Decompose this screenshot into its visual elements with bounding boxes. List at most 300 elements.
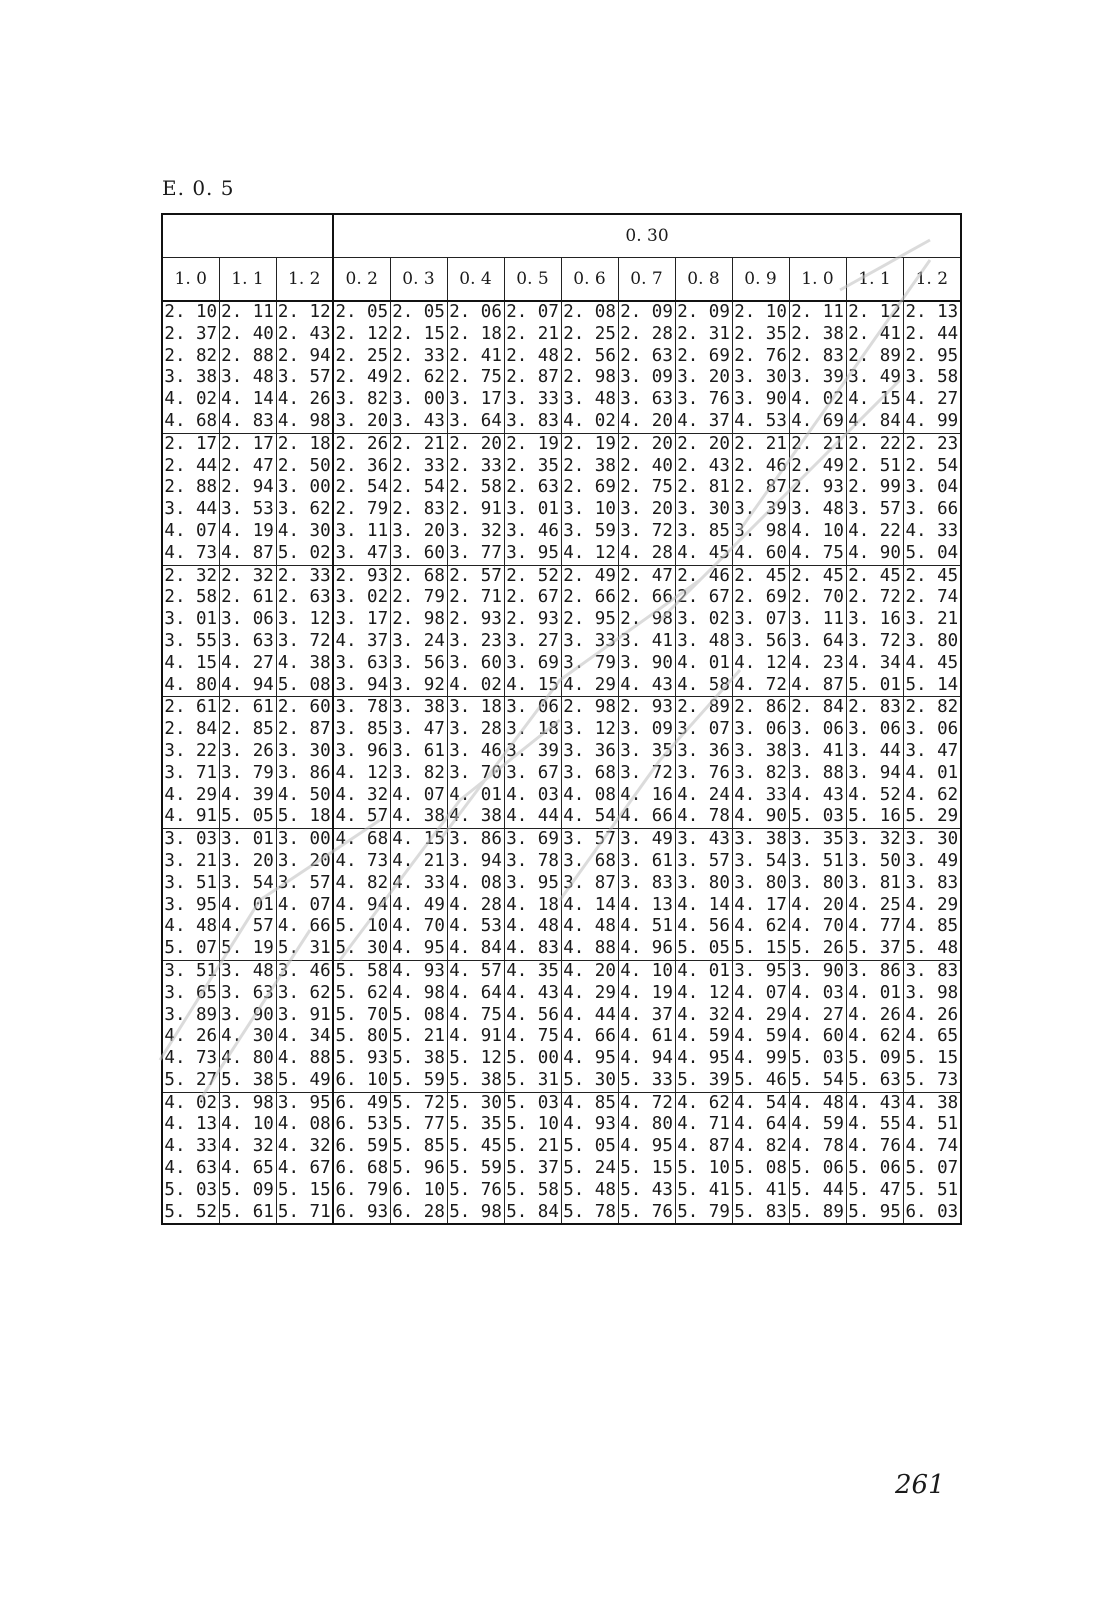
- cell-value: 2. 13: [905, 302, 959, 322]
- cell-value: 4. 73: [164, 1048, 218, 1069]
- column-header: 0. 2: [333, 258, 390, 302]
- table-cell: [789, 960, 846, 1092]
- cell-value: 5. 76: [449, 1179, 502, 1200]
- cell-value: 3. 90: [221, 1004, 274, 1025]
- table-cell: [390, 433, 447, 565]
- cell-value: 3. 22: [164, 740, 218, 761]
- cell-value: 4. 32: [277, 1136, 331, 1157]
- cell-value: 4. 68: [335, 829, 389, 850]
- cell-value: 5. 09: [848, 1048, 901, 1069]
- cell-value: 4. 28: [620, 542, 673, 563]
- data-table: [161, 213, 962, 1225]
- cell-value: 3. 20: [277, 850, 331, 871]
- cell-value: 4. 29: [164, 784, 218, 805]
- cell-value: 2. 12: [848, 302, 901, 322]
- cell-value: 5. 96: [392, 1158, 445, 1179]
- table-cell: [675, 433, 732, 565]
- cell-value: 2. 11: [221, 302, 274, 322]
- table-row: [162, 565, 961, 697]
- cell-value: 3. 32: [848, 829, 901, 850]
- cell-value: 2. 57: [449, 565, 502, 586]
- cell-value: 4. 32: [335, 784, 389, 805]
- cell-value: 4. 83: [221, 410, 274, 431]
- cell-value: 3. 32: [449, 520, 502, 541]
- cell-value: 2. 40: [620, 455, 673, 476]
- cell-value: 2. 17: [221, 433, 274, 454]
- cell-value: 5. 84: [506, 1201, 559, 1222]
- cell-value: 3. 95: [506, 542, 559, 563]
- table-cell: [333, 829, 390, 961]
- header-blank-cell: [162, 214, 333, 258]
- cell-value: 4. 27: [221, 652, 274, 673]
- cell-value: 3. 56: [734, 630, 787, 651]
- cell-value: 4. 37: [335, 630, 389, 651]
- cell-value: 4. 62: [905, 784, 959, 805]
- cell-value: 2. 12: [335, 323, 389, 344]
- cell-value: 4. 84: [449, 938, 502, 959]
- cell-value: 2. 45: [848, 565, 901, 586]
- cell-value: 4. 13: [620, 894, 673, 915]
- cell-value: 4. 95: [677, 1048, 730, 1069]
- cell-value: 4. 91: [164, 806, 218, 827]
- table-cell: [219, 829, 276, 961]
- table-cell: [675, 829, 732, 961]
- cell-value: 4. 19: [221, 520, 274, 541]
- cell-value: 4. 28: [449, 894, 502, 915]
- table-cell: [333, 960, 390, 1092]
- cell-value: 5. 10: [677, 1158, 730, 1179]
- cell-value: 4. 56: [677, 916, 730, 937]
- cell-value: 4. 68: [164, 410, 218, 431]
- table-cell: [390, 960, 447, 1092]
- cell-value: 4. 39: [221, 784, 274, 805]
- cell-value: 2. 28: [620, 323, 673, 344]
- cell-value: 3. 01: [506, 499, 559, 520]
- table-cell: [618, 1092, 675, 1224]
- cell-value: 3. 41: [791, 740, 844, 761]
- cell-value: 5. 37: [506, 1158, 559, 1179]
- table-cell: [903, 433, 961, 565]
- cell-value: 2. 48: [506, 345, 559, 366]
- cell-value: 4. 57: [335, 806, 389, 827]
- cell-value: 4. 15: [848, 389, 901, 410]
- cell-value: 2. 54: [335, 477, 389, 498]
- table-cell: [447, 301, 504, 433]
- cell-value: 4. 02: [449, 674, 502, 695]
- cell-value: 4. 90: [848, 542, 901, 563]
- cell-value: 2. 99: [848, 477, 901, 498]
- cell-value: 3. 80: [677, 872, 730, 893]
- table-cell: [390, 697, 447, 829]
- cell-value: 5. 05: [563, 1136, 616, 1157]
- cell-value: 4. 67: [277, 1158, 331, 1179]
- cell-value: 4. 50: [277, 784, 331, 805]
- cell-value: 3. 39: [791, 367, 844, 388]
- cell-value: 2. 09: [620, 302, 673, 322]
- cell-value: 4. 32: [677, 1004, 730, 1025]
- cell-value: 4. 95: [563, 1048, 616, 1069]
- cell-value: 4. 59: [734, 1026, 787, 1047]
- cell-value: 4. 66: [277, 916, 331, 937]
- cell-value: 4. 99: [734, 1048, 787, 1069]
- cell-value: 2. 33: [392, 455, 445, 476]
- column-header: 0. 6: [561, 258, 618, 302]
- table-cell: [333, 433, 390, 565]
- cell-value: 5. 89: [791, 1201, 844, 1222]
- cell-value: 2. 10: [734, 302, 787, 322]
- cell-value: 3. 06: [734, 719, 787, 740]
- cell-value: 4. 77: [848, 916, 901, 937]
- cell-value: 3. 95: [506, 872, 559, 893]
- table-cell: [504, 829, 561, 961]
- table-cell: [561, 829, 618, 961]
- cell-value: 3. 35: [791, 829, 844, 850]
- cell-value: 4. 14: [221, 389, 274, 410]
- cell-value: 3. 30: [277, 740, 331, 761]
- cell-value: 5. 45: [449, 1136, 502, 1157]
- header-group-label: 0. 30: [333, 214, 961, 258]
- cell-value: 4. 02: [791, 389, 844, 410]
- cell-value: 2. 74: [905, 587, 959, 608]
- cell-value: 4. 33: [164, 1136, 218, 1157]
- cell-value: 3. 72: [620, 762, 673, 783]
- cell-value: 5. 59: [392, 1069, 445, 1090]
- cell-value: 6. 53: [335, 1114, 389, 1135]
- cell-value: 4. 75: [791, 542, 844, 563]
- cell-value: 5. 77: [392, 1114, 445, 1135]
- table-cell: [333, 565, 390, 697]
- cell-value: 5. 26: [791, 938, 844, 959]
- cell-value: 2. 36: [335, 455, 389, 476]
- cell-value: 3. 63: [335, 652, 389, 673]
- header-row-group: [162, 214, 961, 258]
- table-cell: [903, 565, 961, 697]
- cell-value: 3. 72: [620, 520, 673, 541]
- cell-value: 2. 41: [449, 345, 502, 366]
- column-header: 1. 2: [276, 258, 333, 302]
- cell-value: 3. 51: [164, 960, 218, 981]
- table-cell: [504, 433, 561, 565]
- cell-value: 3. 07: [734, 609, 787, 630]
- cell-value: 4. 57: [221, 916, 274, 937]
- cell-value: 3. 90: [791, 960, 844, 981]
- cell-value: 4. 43: [506, 982, 559, 1003]
- cell-value: 2. 10: [164, 302, 218, 322]
- cell-value: 3. 00: [392, 389, 445, 410]
- cell-value: 3. 57: [848, 499, 901, 520]
- cell-value: 4. 70: [791, 916, 844, 937]
- cell-value: 3. 30: [677, 499, 730, 520]
- cell-value: 5. 98: [449, 1201, 502, 1222]
- cell-value: 3. 49: [905, 850, 959, 871]
- table-cell: [219, 565, 276, 697]
- cell-value: 4. 02: [164, 1092, 218, 1113]
- cell-value: 2. 15: [392, 323, 445, 344]
- cell-value: 2. 17: [164, 433, 218, 454]
- cell-value: 4. 96: [620, 938, 673, 959]
- cell-value: 5. 38: [449, 1069, 502, 1090]
- cell-value: 3. 30: [905, 829, 959, 850]
- table-cell: [447, 1092, 504, 1224]
- table-cell: [162, 697, 219, 829]
- cell-value: 4. 38: [392, 806, 445, 827]
- cell-value: 2. 20: [677, 433, 730, 454]
- cell-value: 3. 01: [164, 609, 218, 630]
- cell-value: 3. 94: [449, 850, 502, 871]
- cell-value: 4. 03: [506, 784, 559, 805]
- cell-value: 2. 81: [677, 477, 730, 498]
- cell-value: 4. 98: [277, 410, 331, 431]
- cell-value: 3. 58: [905, 367, 959, 388]
- cell-value: 3. 79: [221, 762, 274, 783]
- cell-value: 3. 02: [677, 609, 730, 630]
- cell-value: 2. 67: [677, 587, 730, 608]
- cell-value: 3. 72: [277, 630, 331, 651]
- cell-value: 3. 16: [848, 609, 901, 630]
- table-cell: [903, 697, 961, 829]
- table-cell: [618, 433, 675, 565]
- cell-value: 3. 69: [506, 829, 559, 850]
- cell-value: 5. 58: [335, 960, 389, 981]
- cell-value: 4. 87: [677, 1136, 730, 1157]
- cell-value: 5. 79: [677, 1201, 730, 1222]
- cell-value: 3. 50: [848, 850, 901, 871]
- cell-value: 5. 01: [848, 674, 901, 695]
- cell-value: 4. 08: [277, 1114, 331, 1135]
- cell-value: 5. 10: [506, 1114, 559, 1135]
- cell-value: 4. 53: [734, 410, 787, 431]
- cell-value: 3. 17: [449, 389, 502, 410]
- cell-value: 5. 80: [335, 1026, 389, 1047]
- cell-value: 2. 33: [392, 345, 445, 366]
- cell-value: 4. 33: [734, 784, 787, 805]
- cell-value: 3. 68: [563, 850, 616, 871]
- cell-value: 2. 84: [791, 697, 844, 718]
- cell-value: 4. 38: [449, 806, 502, 827]
- cell-value: 2. 05: [335, 302, 389, 322]
- cell-value: 4. 20: [563, 960, 616, 981]
- cell-value: 4. 88: [563, 938, 616, 959]
- cell-value: 2. 06: [449, 302, 502, 322]
- cell-value: 3. 90: [620, 652, 673, 673]
- table-row: [162, 1092, 961, 1224]
- cell-value: 2. 79: [392, 587, 445, 608]
- cell-value: 5. 19: [221, 938, 274, 959]
- table-cell: [846, 565, 903, 697]
- cell-value: 4. 21: [392, 850, 445, 871]
- cell-value: 3. 83: [620, 872, 673, 893]
- cell-value: 2. 49: [335, 367, 389, 388]
- cell-value: 2. 94: [221, 477, 274, 498]
- cell-value: 4. 76: [848, 1136, 901, 1157]
- cell-value: 2. 45: [905, 565, 959, 586]
- cell-value: 3. 09: [620, 719, 673, 740]
- table-cell: [846, 697, 903, 829]
- cell-value: 4. 29: [563, 674, 616, 695]
- cell-value: 2. 44: [905, 323, 959, 344]
- cell-value: 2. 89: [677, 697, 730, 718]
- cell-value: 4. 99: [905, 410, 959, 431]
- cell-value: 3. 33: [506, 389, 559, 410]
- cell-value: 2. 21: [506, 323, 559, 344]
- cell-value: 2. 62: [392, 367, 445, 388]
- cell-value: 2. 20: [620, 433, 673, 454]
- cell-value: 3. 82: [335, 389, 389, 410]
- table-cell: [162, 960, 219, 1092]
- cell-value: 3. 12: [277, 609, 331, 630]
- cell-value: 2. 60: [277, 697, 331, 718]
- cell-value: 2. 82: [164, 345, 218, 366]
- cell-value: 2. 50: [277, 455, 331, 476]
- table-cell: [276, 301, 333, 433]
- cell-value: 3. 39: [506, 740, 559, 761]
- cell-value: 2. 18: [449, 323, 502, 344]
- cell-value: 5. 15: [734, 938, 787, 959]
- table-row: [162, 960, 961, 1092]
- cell-value: 2. 87: [277, 719, 331, 740]
- cell-value: 5. 72: [392, 1092, 445, 1113]
- cell-value: 5. 06: [791, 1158, 844, 1179]
- cell-value: 3. 64: [449, 410, 502, 431]
- cell-value: 2. 51: [848, 455, 901, 476]
- cell-value: 5. 62: [335, 982, 389, 1003]
- cell-value: 4. 65: [221, 1158, 274, 1179]
- table-cell: [846, 960, 903, 1092]
- cell-value: 3. 82: [734, 762, 787, 783]
- cell-value: 4. 57: [449, 960, 502, 981]
- cell-value: 3. 36: [677, 740, 730, 761]
- cell-value: 4. 26: [164, 1026, 218, 1047]
- cell-value: 4. 71: [677, 1114, 730, 1135]
- table-cell: [333, 697, 390, 829]
- cell-value: 2. 45: [791, 565, 844, 586]
- cell-value: 2. 21: [392, 433, 445, 454]
- cell-value: 3. 53: [221, 499, 274, 520]
- cell-value: 4. 43: [848, 1092, 901, 1113]
- cell-value: 4. 32: [221, 1136, 274, 1157]
- cell-value: 3. 06: [848, 719, 901, 740]
- table-cell: [675, 301, 732, 433]
- cell-value: 2. 85: [221, 719, 274, 740]
- cell-value: 4. 07: [277, 894, 331, 915]
- table-cell: [390, 829, 447, 961]
- table-cell: [789, 697, 846, 829]
- cell-value: 5. 54: [791, 1069, 844, 1090]
- cell-value: 4. 02: [164, 389, 218, 410]
- column-header: 1. 1: [219, 258, 276, 302]
- cell-value: 3. 61: [620, 850, 673, 871]
- cell-value: 2. 45: [734, 565, 787, 586]
- cell-value: 5. 38: [392, 1048, 445, 1069]
- cell-value: 2. 49: [791, 455, 844, 476]
- cell-value: 2. 95: [905, 345, 959, 366]
- cell-value: 3. 62: [277, 982, 331, 1003]
- cell-value: 2. 21: [734, 433, 787, 454]
- cell-value: 4. 62: [848, 1026, 901, 1047]
- cell-value: 5. 05: [677, 938, 730, 959]
- cell-value: 4. 73: [335, 850, 389, 871]
- cell-value: 2. 98: [392, 609, 445, 630]
- cell-value: 5. 49: [277, 1069, 331, 1090]
- table-cell: [732, 960, 789, 1092]
- cell-value: 4. 66: [620, 806, 673, 827]
- table-cell: [333, 1092, 390, 1224]
- cell-value: 3. 43: [392, 410, 445, 431]
- cell-value: 3. 56: [392, 652, 445, 673]
- table-cell: [732, 829, 789, 961]
- table-cell: [276, 697, 333, 829]
- table-cell: [504, 565, 561, 697]
- cell-value: 5. 38: [221, 1069, 274, 1090]
- cell-value: 5. 59: [449, 1158, 502, 1179]
- cell-value: 2. 84: [164, 719, 218, 740]
- table-cell: [219, 433, 276, 565]
- column-header: 0. 8: [675, 258, 732, 302]
- cell-value: 4. 88: [277, 1048, 331, 1069]
- table-cell: [447, 960, 504, 1092]
- cell-value: 4. 82: [734, 1136, 787, 1157]
- cell-value: 5. 09: [221, 1179, 274, 1200]
- cell-value: 2. 93: [335, 565, 389, 586]
- cell-value: 2. 46: [677, 565, 730, 586]
- cell-value: 4. 90: [734, 806, 787, 827]
- cell-value: 4. 93: [392, 960, 445, 981]
- cell-value: 4. 13: [164, 1114, 218, 1135]
- cell-value: 4. 65: [905, 1026, 959, 1047]
- cell-value: 4. 25: [848, 894, 901, 915]
- cell-value: 3. 47: [335, 542, 389, 563]
- cell-value: 3. 98: [905, 982, 959, 1003]
- cell-value: 5. 15: [277, 1179, 331, 1200]
- cell-value: 4. 12: [734, 652, 787, 673]
- table-cell: [447, 697, 504, 829]
- cell-value: 3. 55: [164, 630, 218, 651]
- table-cell: [276, 960, 333, 1092]
- cell-value: 2. 93: [620, 697, 673, 718]
- cell-value: 3. 92: [392, 674, 445, 695]
- cell-value: 5. 03: [506, 1092, 559, 1113]
- cell-value: 2. 95: [563, 609, 616, 630]
- cell-value: 2. 76: [734, 345, 787, 366]
- column-header: 1. 2: [903, 258, 961, 302]
- cell-value: 2. 69: [677, 345, 730, 366]
- cell-value: 2. 79: [335, 499, 389, 520]
- cell-value: 2. 93: [449, 609, 502, 630]
- cell-value: 4. 53: [449, 916, 502, 937]
- cell-value: 5. 46: [734, 1069, 787, 1090]
- cell-value: 2. 44: [164, 455, 218, 476]
- cell-value: 3. 44: [164, 499, 218, 520]
- cell-value: 2. 69: [563, 477, 616, 498]
- cell-value: 3. 86: [449, 829, 502, 850]
- cell-value: 3. 81: [848, 872, 901, 893]
- cell-value: 6. 28: [392, 1201, 445, 1222]
- cell-value: 2. 35: [734, 323, 787, 344]
- cell-value: 3. 38: [164, 367, 218, 388]
- cell-value: 5. 43: [620, 1179, 673, 1200]
- cell-value: 4. 49: [392, 894, 445, 915]
- cell-value: 2. 47: [221, 455, 274, 476]
- cell-value: 4. 80: [164, 674, 218, 695]
- cell-value: 5. 35: [449, 1114, 502, 1135]
- table-cell: [789, 829, 846, 961]
- cell-value: 5. 30: [563, 1069, 616, 1090]
- cell-value: 4. 33: [905, 520, 959, 541]
- cell-value: 3. 54: [734, 850, 787, 871]
- cell-value: 4. 98: [392, 982, 445, 1003]
- cell-value: 2. 12: [277, 302, 331, 322]
- cell-value: 4. 91: [449, 1026, 502, 1047]
